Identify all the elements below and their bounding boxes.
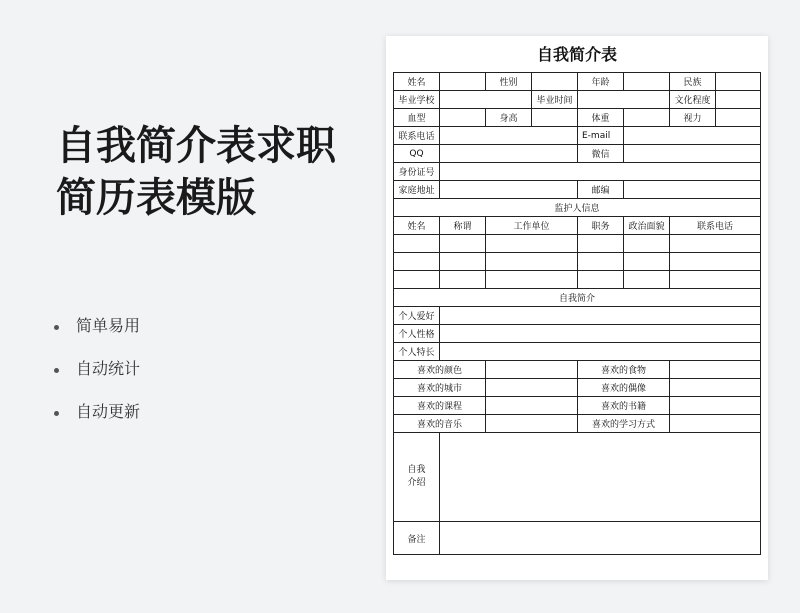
guardian-cell[interactable] [624, 235, 670, 253]
field-wechat[interactable] [624, 145, 761, 163]
field-blood[interactable] [440, 109, 486, 127]
label-remarks: 备注 [394, 522, 440, 555]
label-wechat: 微信 [578, 145, 624, 163]
guardian-cell[interactable] [578, 271, 624, 289]
promo-title-line1: 自我简介表求职 [56, 123, 336, 169]
feature-item: 自动统计 [54, 355, 140, 398]
guardian-cell[interactable] [440, 253, 486, 271]
table-row [394, 433, 761, 522]
table-row [394, 145, 761, 163]
table-row [394, 253, 761, 271]
table-row [394, 289, 761, 307]
table-row [394, 181, 761, 199]
label-email: E-mail [578, 127, 624, 145]
field-gender[interactable] [532, 73, 578, 91]
guardian-cell[interactable] [624, 253, 670, 271]
guardian-cell[interactable] [440, 271, 486, 289]
guardian-cell[interactable] [486, 271, 578, 289]
label-blood: 血型 [394, 109, 440, 127]
label-grad-time: 毕业时间 [532, 91, 578, 109]
feature-list [54, 312, 140, 441]
guardian-cell[interactable] [578, 235, 624, 253]
guardian-header: 姓名 [394, 217, 440, 235]
bullet-icon [54, 411, 59, 416]
field-specialty[interactable] [440, 343, 761, 361]
field-fav-music[interactable] [486, 415, 578, 433]
table-row [394, 307, 761, 325]
table-row [394, 199, 761, 217]
bullet-icon [54, 325, 59, 330]
label-fav-food: 喜欢的食物 [578, 361, 670, 379]
field-fav-color[interactable] [486, 361, 578, 379]
label-qq: QQ [394, 145, 440, 163]
section-intro: 自我简介 [394, 289, 761, 307]
table-row [394, 343, 761, 361]
field-age[interactable] [624, 73, 670, 91]
field-fav-city[interactable] [486, 379, 578, 397]
section-guardian: 监护人信息 [394, 199, 761, 217]
field-fav-study[interactable] [670, 415, 761, 433]
guardian-cell[interactable] [394, 271, 440, 289]
table-row [394, 73, 761, 91]
label-personality: 个人性格 [394, 325, 440, 343]
guardian-header: 职务 [578, 217, 624, 235]
field-hobby[interactable] [440, 307, 761, 325]
table-row [394, 109, 761, 127]
label-fav-book: 喜欢的书籍 [578, 397, 670, 415]
label-vision: 视力 [670, 109, 716, 127]
field-vision[interactable] [716, 109, 761, 127]
table-row [394, 379, 761, 397]
guardian-header: 称谓 [440, 217, 486, 235]
table-row [394, 325, 761, 343]
field-email[interactable] [624, 127, 761, 145]
guardian-cell[interactable] [670, 253, 761, 271]
field-qq[interactable] [440, 145, 578, 163]
table-row [394, 415, 761, 433]
field-height[interactable] [532, 109, 578, 127]
field-fav-book[interactable] [670, 397, 761, 415]
label-hobby: 个人爱好 [394, 307, 440, 325]
table-row [394, 91, 761, 109]
field-personality[interactable] [440, 325, 761, 343]
label-specialty: 个人特长 [394, 343, 440, 361]
label-phone: 联系电话 [394, 127, 440, 145]
guardian-cell[interactable] [578, 253, 624, 271]
table-row [394, 235, 761, 253]
label-height: 身高 [486, 109, 532, 127]
label-postcode: 邮编 [578, 181, 624, 199]
field-self-intro[interactable] [440, 433, 761, 522]
bullet-icon [54, 368, 59, 373]
table-row [394, 163, 761, 181]
field-phone[interactable] [440, 127, 578, 145]
field-remarks[interactable] [440, 522, 761, 555]
table-row [394, 271, 761, 289]
table-row [394, 127, 761, 145]
field-grad-time[interactable] [578, 91, 670, 109]
label-name: 姓名 [394, 73, 440, 91]
promo-title-line2: 简历表模版 [56, 175, 256, 221]
guardian-cell[interactable] [670, 235, 761, 253]
field-name[interactable] [440, 73, 486, 91]
label-id-no: 身份证号 [394, 163, 440, 181]
label-education: 文化程度 [670, 91, 716, 109]
resume-form-table [393, 72, 761, 555]
label-fav-idol: 喜欢的偶像 [578, 379, 670, 397]
label-fav-study: 喜欢的学习方式 [578, 415, 670, 433]
feature-item: 自动更新 [54, 398, 140, 441]
guardian-cell[interactable] [440, 235, 486, 253]
field-postcode[interactable] [624, 181, 761, 199]
label-fav-music: 喜欢的音乐 [394, 415, 486, 433]
label-age: 年龄 [578, 73, 624, 91]
promo-title [56, 120, 366, 224]
label-gender: 性别 [486, 73, 532, 91]
sheet-title: 自我简介表 [536, 45, 617, 64]
label-weight: 体重 [578, 109, 624, 127]
guardian-header: 工作单位 [486, 217, 578, 235]
label-school: 毕业学校 [394, 91, 440, 109]
resume-sheet [386, 36, 768, 580]
table-row [394, 397, 761, 415]
label-ethnicity: 民族 [670, 73, 716, 91]
guardian-cell[interactable] [394, 235, 440, 253]
label-fav-city: 喜欢的城市 [394, 379, 486, 397]
label-fav-color: 喜欢的颜色 [394, 361, 486, 379]
field-fav-idol[interactable] [670, 379, 761, 397]
guardian-cell[interactable] [486, 235, 578, 253]
guardian-header: 联系电话 [670, 217, 761, 235]
field-weight[interactable] [624, 109, 670, 127]
field-fav-food[interactable] [670, 361, 761, 379]
label-address: 家庭地址 [394, 181, 440, 199]
table-row [394, 361, 761, 379]
field-id-no[interactable] [440, 163, 761, 181]
field-education[interactable] [716, 91, 761, 109]
guardian-header: 政治面貌 [624, 217, 670, 235]
label-self-intro: 自我介绍 [394, 433, 440, 522]
table-header-row [394, 217, 761, 235]
field-school[interactable] [440, 91, 532, 109]
guardian-cell[interactable] [394, 253, 440, 271]
guardian-cell[interactable] [624, 271, 670, 289]
feature-item: 简单易用 [54, 312, 140, 355]
field-fav-course[interactable] [486, 397, 578, 415]
guardian-cell[interactable] [486, 253, 578, 271]
field-ethnicity[interactable] [716, 73, 761, 91]
guardian-cell[interactable] [670, 271, 761, 289]
field-address[interactable] [440, 181, 578, 199]
table-row [394, 522, 761, 555]
label-fav-course: 喜欢的课程 [394, 397, 486, 415]
